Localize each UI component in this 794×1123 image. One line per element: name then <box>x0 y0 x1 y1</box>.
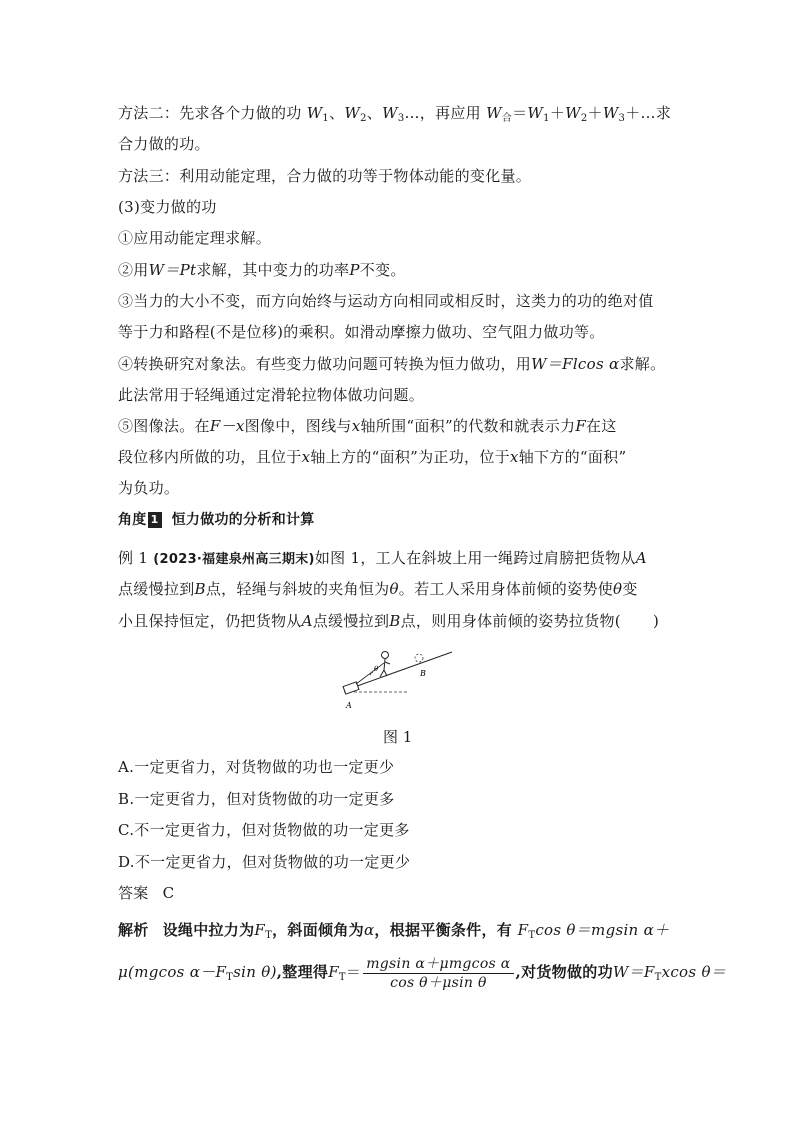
analysis-label: 解析 <box>118 921 149 939</box>
item4-line2: 此法常用于轻绳通过定滑轮拉物体做功问题。 <box>118 386 425 404</box>
option-c: C.不一定更省力，但对货物做的功一定更多 <box>118 821 410 839</box>
worker-head <box>382 652 389 659</box>
figure-a-label: A <box>346 701 352 710</box>
analysis-line1: 解析 设绳中拉力为$F_T$，斜面倾角为α，根据平衡条件，有 $F_T\cos$ θ＝mgsin α＋ <box>118 921 670 941</box>
item4-line1: ④转换研究对象法。有些变力做功问题可转换为恒力做功，用W＝Flcos α求解。 <box>118 355 666 373</box>
worker-body <box>384 659 385 670</box>
option-b: B.一定更省力，但对货物做的功一定更多 <box>118 790 395 808</box>
example-line2: 点缓慢拉到B点，轻绳与斜坡的夹角恒为θ。若工人采用身体前倾的姿势使θ变 <box>118 580 638 598</box>
item1-line: ①应用动能定理求解。 <box>118 229 272 247</box>
example-line1: 例 1 (2023·福建泉州高三期末)如图 1，工人在斜坡上用一绳跨过肩膀把货物从A <box>118 549 647 567</box>
option-d: D.不一定更省力，但对货物做的功一定更少 <box>118 853 411 871</box>
item5-line2: 段位移内所做的功，且位于x轴上方的“面积”为正功，位于x轴下方的“面积” <box>118 448 627 466</box>
method2-line2: 合力做的功。 <box>118 135 210 153</box>
formula-flcos: W＝Flcos α <box>531 355 620 373</box>
angle-title: 恒力做功的分析和计算 <box>171 512 315 528</box>
example-line3: 小且保持恒定，仍把货物从A点缓慢拉到B点，则用身体前倾的姿势拉货物( ) <box>118 612 660 630</box>
incline-surface <box>346 652 452 690</box>
worker-arm <box>385 662 390 664</box>
answer-value: C <box>162 884 175 902</box>
example-label: 例 1 <box>118 549 149 567</box>
item5-line3: 为负功。 <box>118 479 180 497</box>
figure-b-label: B <box>420 669 426 678</box>
angle-number-badge: 1 <box>148 512 162 528</box>
angle-heading <box>118 510 678 530</box>
worker-leg <box>380 670 384 677</box>
figure-theta-label: θ <box>374 665 379 673</box>
example-source: (2023·福建泉州高三期末) <box>153 552 315 567</box>
method3-line: 方法三：利用动能定理，合力做的功等于物体动能的变化量。 <box>118 167 532 185</box>
tension-fraction: $\frac{\text{mgsin α＋μmgcos α}}{\text{cos θ＋μsin θ}}$ <box>363 955 513 992</box>
figure-caption: 图 1 <box>383 728 413 746</box>
item2-line: ②用W＝Pt求解，其中变力的功率P不变。 <box>118 261 406 279</box>
formula-w-pt: W＝Pt <box>148 261 197 279</box>
worker-leg <box>384 670 387 676</box>
text: 方法二：先求各个力做的功 <box>118 104 302 122</box>
item3-line2: 等于力和路程(不是位移)的乘积。如滑动摩擦力做功、空气阻力做功等。 <box>118 323 605 341</box>
method2-line1: 方法二：先求各个力做的功 $W_1$、$W_2$、$W_3\dots$，再应用 $W_合=W_1+W_2+W_3+\dots$求 <box>118 104 672 124</box>
analysis-line2: μ(mgcos $\alpha-F_T\sin$ θ),整理得$F_T=$ $\frac{\text{mgsin α＋μmgcos α}}{\text{cos θ＋μsin θ}}$ ,对货物做的功$W=F_Txcos$ θ＝ <box>118 955 727 991</box>
section3-heading: (3)变力做的功 <box>118 198 217 216</box>
answer-line <box>118 883 678 903</box>
option-a: A.一定更省力，对货物做的功也一定更少 <box>118 758 395 776</box>
item3-line1: ③当力的大小不变，而方向始终与运动方向相同或相反时，这类力的功的绝对值 <box>118 292 654 310</box>
item5-line1: ⑤图像法。在F－x图像中，图线与x轴所围“面积”的代数和就表示力F在这 <box>118 417 617 435</box>
rope <box>356 663 384 684</box>
answer-label: 答案 <box>118 884 149 902</box>
incline-figure <box>340 646 460 712</box>
angle-label: 角度 <box>118 512 147 528</box>
position-b-marker <box>415 654 423 662</box>
